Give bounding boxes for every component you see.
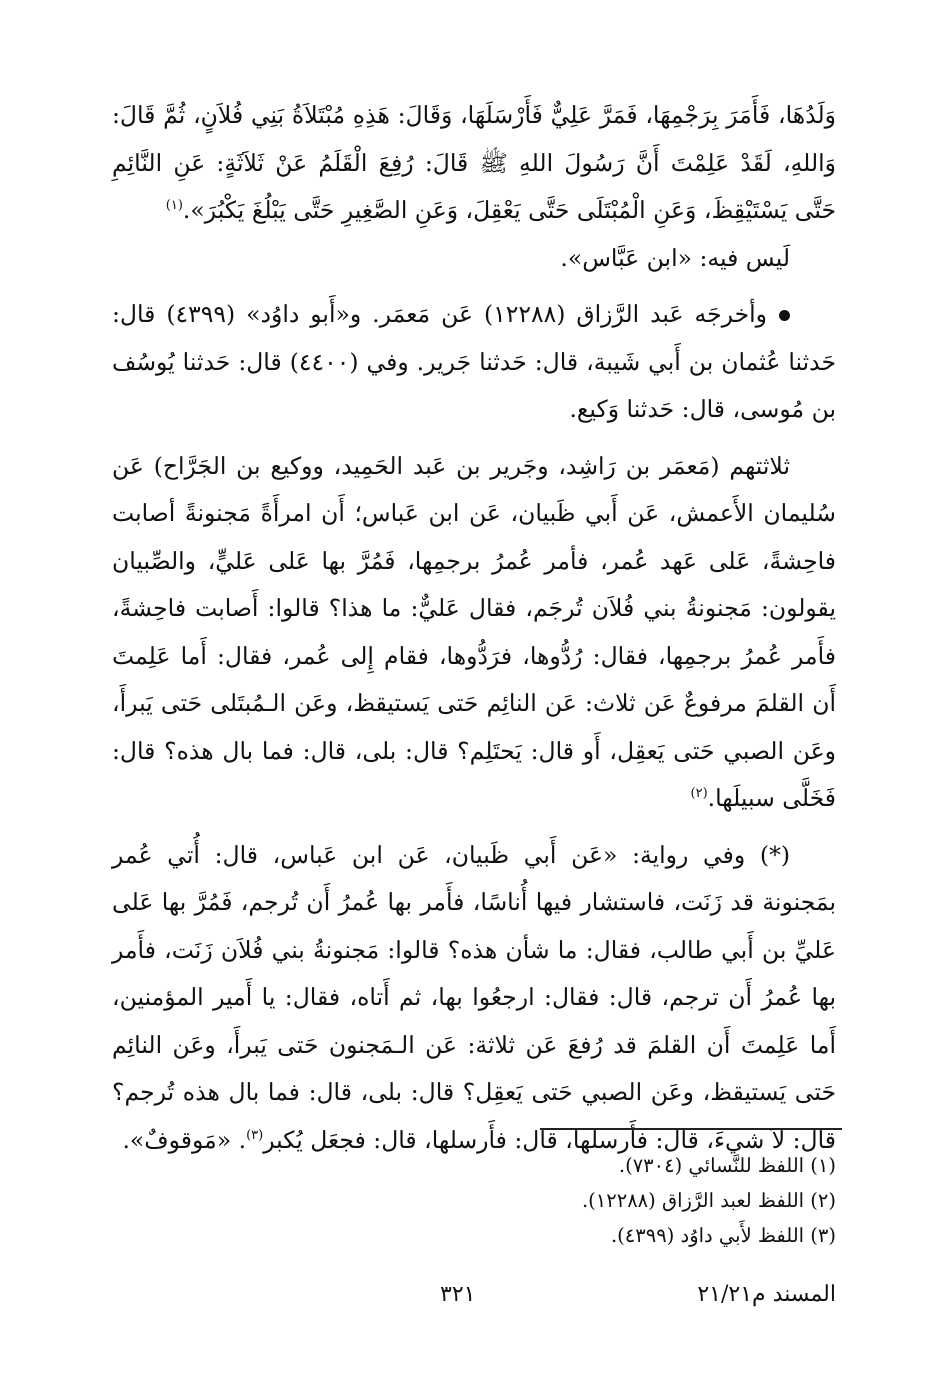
paragraph-riwaya — [112, 832, 836, 1165]
paragraph-text: وَلَدُهَا، فَأَمَرَ بِرَجْمِهَا، فَمَرَّ عَلِيٌّ فَأَرْسَلَهَا، وَقَالَ: هَذِهِ مُبْتَلاَةُ بَنِي فُلاَنٍ، ثُمَّ قَالَ: وَاللهِ، لَقَدْ عَلِمْتَ أَنَّ رَسُولَ اللهِ ﷺ قَالَ: رُفِعَ الْقَلَمُ عَنْ ثَلاَثَةٍ: عَنِ النَّائِمِ حَتَّى يَسْتَيْقِظَ، وَعَنِ الْمُبْتَلَى حَتَّى يَعْقِلَ، وَعَنِ الصَّغِيرِ حَتَّى يَبْلُغَ يَكْبُرَ». — [112, 101, 836, 224]
footnote-2: (٢) اللفظ لعبد الرَّزاق (١٢٢٨٨). — [581, 1189, 836, 1212]
footnote-divider — [540, 1128, 842, 1130]
paragraph-text: ثلاثتهم (مَعمَر بن رَاشِد، وجَرير بن عَبد الحَمِيد، ووكيع بن الجَرَّاح) عَن سُليمان الأَعمش، عَن أَبي ظَبيان، عَن ابن عَباس؛ أَن امرأَةً مَجنونةً أصابت فاحِشةً، عَلى عَهد عُمر، فأمر عُمرُ برجمِها، فَمُرَّ بها عَلى عَليٍّ، والصِّبيان يقولون: مَجنونةُ بني فُلاَن تُرجَم، فقال عَليٌّ: ما هذا؟ قالوا: أَصابت فاحِشةً، فأَمر عُمرُ برجمِها، فقال: رُدُّوها، فرَدُّوها، فقام إِلى عُمر، فقال: أَما عَلِمتَ أَن القلمَ مرفوعٌ عَن ثلاث: عَن النائِم حَتى يَستيقظ، وعَن الـمُبتَلى حَتى يَبرأَ، وعَن الصبي حَتى يَعقِل، أَو قال: يَحتَلِم؟ قال: بلى، قال: فما بال هذه؟ قال: فَخَلَّى سبيلَها. — [112, 451, 836, 812]
paragraph-hadith-continuation — [112, 92, 836, 235]
paragraph-narration — [112, 443, 836, 823]
footnote-mark: (٣) — [246, 1127, 264, 1143]
volume-signature: المسند م٢١/٢١ — [697, 1282, 836, 1307]
paragraph-text: (*) وفي رواية: «عَن أَبي ظَبيان، عَن ابن عَباس، قال: أُتي عُمر بمَجنونة قد زَنَت، فاستشار فيها أُناسًا، فأَمر بها عُمرُ أَن تُرجم، فَمُرَّ بها عَلى عَليِّ بن أَبي طالب، فقال: ما شأن هذه؟ قالوا: مَجنونةُ بني فُلاَن زَنَت، فأَمر بها عُمرُ أَن ترجم، قال: فقال: ارجعُوا بها، ثم أَتاه، فقال: يا أَمير المؤمنين، أَما عَلِمتَ أَن القلمَ قد رُفعَ عَن ثلاثة: عَن الـمَجنون حَتى يَبرأَ، وعَن النائِم حَتى يَستيقظ، وعَن الصبي حَتى يَعقِل؟ قال: بلى، قال: فما بال هذه تُرجم؟ قال: لاَ شيءَ، قال: فأَرسلها، قال: فأَرسلها، قال: فجعَل يُكبر — [112, 840, 836, 1154]
paragraph-takhrij — [112, 291, 836, 434]
footnote-mark: (٢) — [690, 786, 708, 802]
bullet-icon — [779, 310, 790, 321]
footnote-3: (٣) اللفظ لأَبي داوُد (٤٣٩٩). — [610, 1224, 836, 1247]
page-number: ٣٢١ — [440, 1282, 476, 1307]
paragraph-text: وأخرجَه عَبد الرَّزاق (١٢٢٨٨) عَن مَعمَر. و«أَبو داوُد» (٤٣٩٩) قال: حَدثنا عُثمان بن أَبي شَيبة، قال: حَدثنا جَرير. وفي (٤٤٠٠) قال: حَدثنا يُوسُف بن مُوسى، قال: حَدثنا وَكيع. — [112, 300, 836, 423]
paragraph-note — [112, 235, 836, 283]
paragraph-text: لَيس فيه: «ابن عَبَّاس». — [560, 243, 790, 272]
footnotes — [116, 1148, 836, 1253]
page-footer — [112, 1282, 836, 1322]
paragraph-suffix: . «مَوقوفٌ». — [122, 1125, 247, 1154]
footnote-mark: (١) — [165, 198, 183, 214]
footnote-1: (١) اللفظ للنَّسائي (٧٣٠٤). — [618, 1154, 836, 1177]
